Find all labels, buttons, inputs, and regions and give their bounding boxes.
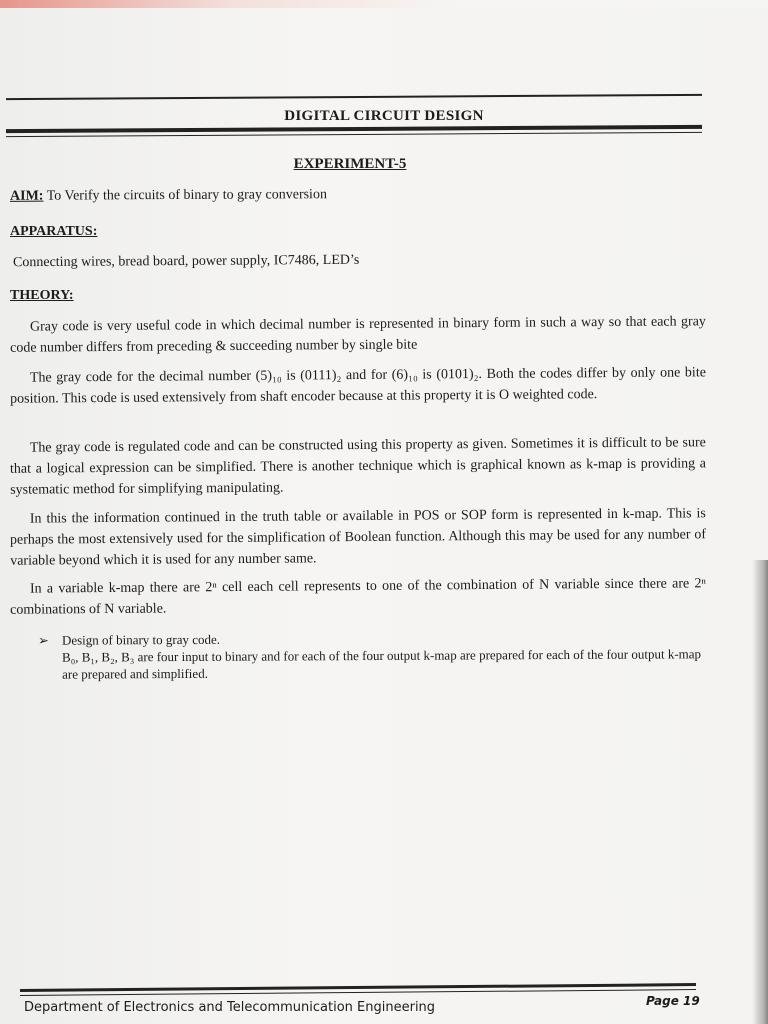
theory-paragraph: The gray code is regulated code and can be constructed using this property as given. Sometimes it is difficult to be sure that a logical expression can be simplified. There is another technique which is graphical known as k-map is providing a systematic method for simplifying manipulating. bbox=[9, 435, 707, 498]
page-edge-shadow bbox=[752, 560, 768, 1024]
theory-paragraph: In this the information continued in the truth table or available in POS or SOP form is represented in k-map. This is perhaps the most extensively used for the simplification of Boolean function. Although this may be used for any number of variable beyond which it is used for any number same. bbox=[9, 506, 707, 569]
design-bullet-item bbox=[38, 628, 706, 682]
header-rule-top bbox=[6, 94, 702, 100]
design-text: B₀, B₁, B₂, B₃ are four input to binary and for each of the four output k-map are prepared for each of the four output k-map are prepared and simplified. bbox=[61, 646, 702, 682]
apparatus-label: APPARATUS: bbox=[10, 224, 98, 239]
footer-department: Department of Electronics and Telecommunication Engineering bbox=[24, 1000, 436, 1015]
header-rule-thin bbox=[6, 132, 702, 137]
experiment-title: EXPERIMENT-5 bbox=[293, 156, 407, 172]
footer-page-number: Page 19 bbox=[646, 994, 700, 1008]
theory-label: THEORY: bbox=[10, 288, 74, 303]
theory-paragraph: Gray code is very useful code in which decimal number is represented in binary form in such a way so that each gray code number differs from preceding & succeeding number by single bite bbox=[10, 314, 706, 356]
aim-text: To Verify the circuits of binary to gray conversion bbox=[46, 187, 327, 204]
header-title: DIGITAL CIRCUIT DESIGN bbox=[284, 108, 484, 124]
aim-line bbox=[10, 187, 327, 205]
page-top-edge bbox=[0, 0, 768, 8]
apparatus-text: Connecting wires, bread board, power supply, IC7486, LED’s bbox=[12, 252, 360, 271]
design-title: Design of binary to gray code. bbox=[61, 631, 221, 648]
theory-paragraph: The gray code for the decimal number (5)₁₀ is (0111)₂ and for (6)₁₀ is (0101)₂. Both the codes differ by only one bite position. This code is used extensively from shaft encoder because at this property it is O weighted code. bbox=[10, 365, 706, 407]
aim-label: AIM: bbox=[9, 188, 44, 204]
theory-paragraph: In a variable k-map there are 2ⁿ cell each cell represents to one of the combination of N variable since there are 2ⁿ combinations of N variable. bbox=[10, 576, 706, 618]
bullet-arrow-icon: ➢ bbox=[37, 632, 49, 648]
